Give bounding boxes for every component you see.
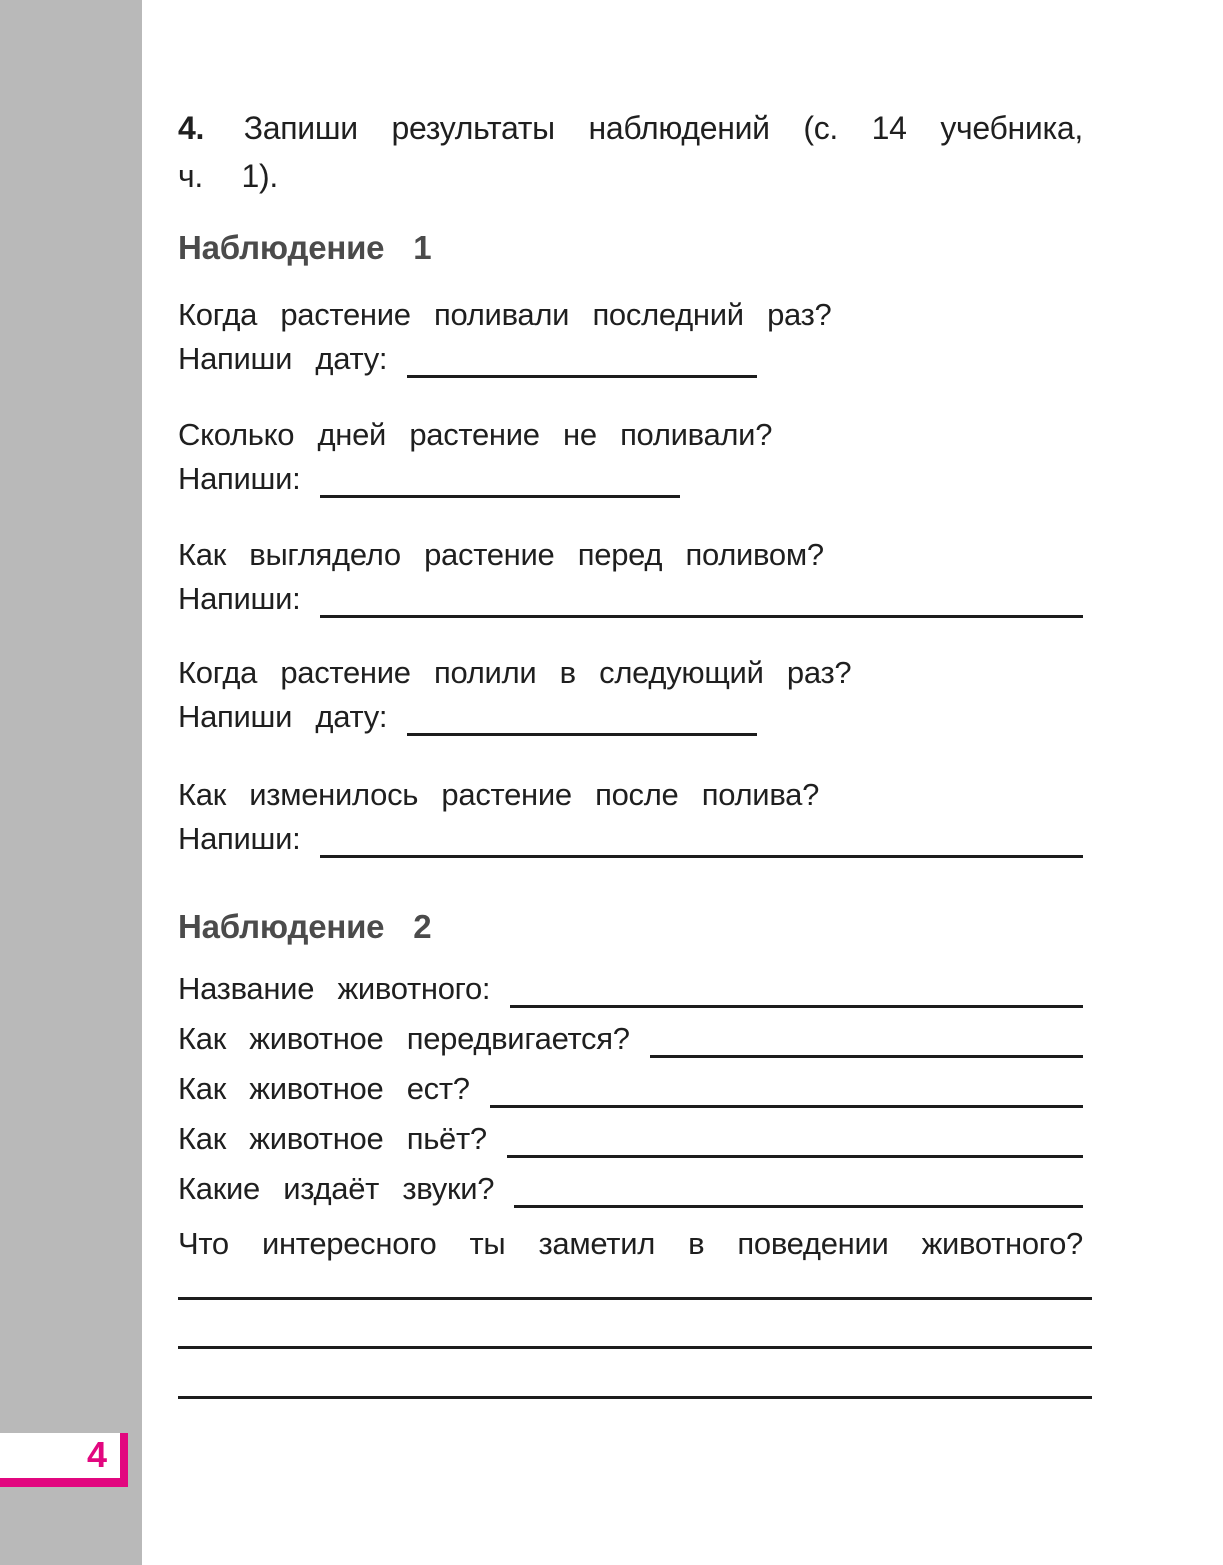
question-look-before-watering: Как выглядело растение перед поливом?: [178, 537, 824, 572]
task-text: Запиши результаты наблюдений (с. 14 учебника,: [243, 110, 1083, 146]
page-number-badge: [0, 1433, 128, 1487]
observation-1-heading: Наблюдение 1: [178, 229, 432, 266]
task-number: 4.: [178, 110, 205, 146]
row-animal-name: [178, 968, 1083, 1008]
question-watered-next: Когда растение полили в следующий раз?: [178, 655, 852, 690]
answer-blank-date-2[interactable]: [407, 699, 757, 736]
question-interesting-behavior: Что интересного ты заметил в поведении животного?: [178, 1226, 1083, 1261]
writing-line-3[interactable]: [178, 1396, 1092, 1399]
answer-label: Напиши:: [178, 581, 301, 616]
row-animal-moves: [178, 1018, 1083, 1058]
row-label: Как животное ест?: [178, 1071, 470, 1106]
blank-animal-name[interactable]: [510, 971, 1083, 1008]
page-margin-strip: [0, 0, 142, 1565]
blank-animal-moves[interactable]: [650, 1021, 1083, 1058]
blank-animal-sounds[interactable]: [514, 1171, 1083, 1208]
answer-blank-date-1[interactable]: [407, 341, 757, 378]
answer-label: Напиши:: [178, 821, 301, 856]
row-label: Какие издаёт звуки?: [178, 1171, 495, 1206]
answer-row-changed: [178, 818, 1083, 858]
answer-row-date-1: [178, 338, 1083, 378]
task-line-2: ч. 1).: [178, 158, 278, 194]
question-days-not-watered: Сколько дней растение не поливали?: [178, 417, 773, 452]
answer-row-days: [178, 458, 1083, 498]
question-watered-last: Когда растение поливали последний раз?: [178, 297, 832, 332]
question-changed-after-watering: Как изменилось растение после полива?: [178, 777, 820, 812]
task-line-1: [178, 104, 1083, 152]
blank-animal-eats[interactable]: [490, 1071, 1083, 1108]
row-label: Как животное передвигается?: [178, 1021, 630, 1056]
page-number: 4: [86, 1434, 107, 1475]
row-animal-sounds: [178, 1168, 1083, 1208]
writing-line-1[interactable]: [178, 1297, 1092, 1300]
answer-row-look-before: [178, 578, 1083, 618]
answer-label: Напиши:: [178, 461, 301, 496]
observation-2-heading: Наблюдение 2: [178, 908, 432, 945]
row-label: Как животное пьёт?: [178, 1121, 487, 1156]
answer-label: Напиши дату:: [178, 699, 388, 734]
answer-row-date-2: [178, 696, 1083, 736]
row-label: Название животного:: [178, 971, 491, 1006]
writing-line-2[interactable]: [178, 1346, 1092, 1349]
answer-blank-days[interactable]: [320, 461, 680, 498]
answer-blank-changed[interactable]: [320, 821, 1083, 858]
row-animal-eats: [178, 1068, 1083, 1108]
answer-blank-look-before[interactable]: [320, 581, 1083, 618]
task-paragraph: [178, 104, 1083, 200]
row-animal-drinks: [178, 1118, 1083, 1158]
answer-label: Напиши дату:: [178, 341, 388, 376]
blank-animal-drinks[interactable]: [507, 1121, 1083, 1158]
